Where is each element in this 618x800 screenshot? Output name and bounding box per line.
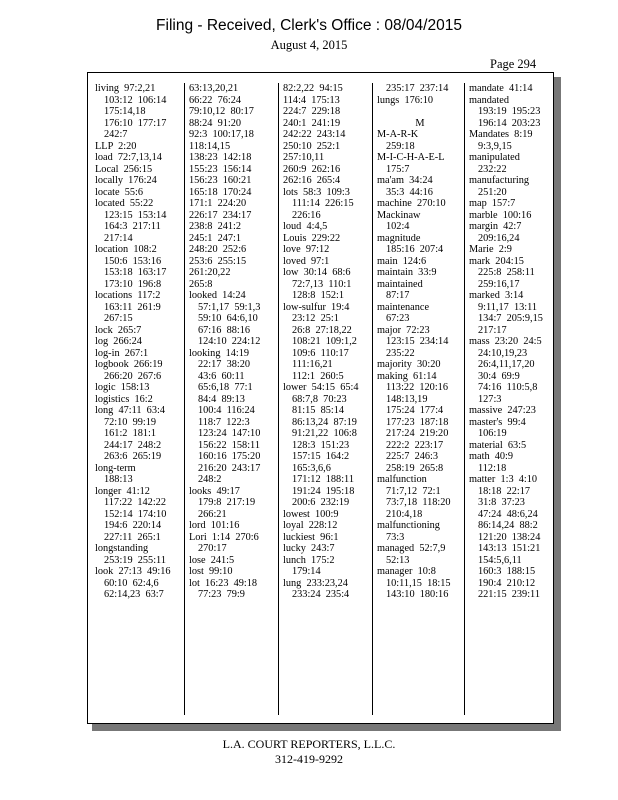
index-entry: managed 52:7,9	[377, 543, 446, 554]
index-page-refs: 266:21	[198, 508, 227, 520]
index-page-refs: 267:15	[104, 313, 133, 324]
index-entry: 79:10,12 80:17	[189, 106, 254, 117]
index-entry: logistics 16:2	[95, 393, 153, 405]
index-page-refs: 216:20 243:17	[198, 462, 261, 474]
index-entry: lucky 243:7	[283, 543, 335, 554]
index-entry: Mandates 8:19	[469, 129, 533, 140]
index-entry: low 30:14 68:6	[283, 267, 351, 278]
index-entry: look 27:13 49:16	[95, 566, 171, 577]
index-page-refs: 23:12 25:1	[292, 313, 339, 324]
index-entry: math 40:9	[469, 451, 514, 462]
index-page-refs: 266:20 267:6	[104, 370, 162, 382]
index-page-refs: 233:24 235:4	[292, 589, 350, 600]
index-page-refs: 127:3	[478, 393, 502, 405]
index-page-refs: 67:23	[386, 313, 410, 324]
index-entry: Marie 2:9	[469, 244, 512, 255]
index-entry: lose 241:5	[189, 554, 235, 566]
index-column-4	[377, 83, 463, 715]
index-entry: lord 101:16	[189, 520, 240, 531]
index-page-refs: 235:22	[386, 347, 415, 359]
index-entry: lost 99:10	[189, 566, 233, 577]
index-page-refs: 73:3	[386, 531, 405, 543]
index-page-refs: 62:14,23 63:7	[104, 589, 164, 600]
index-page-refs: 171:12 188:11	[292, 474, 354, 485]
index-entry: mandate 41:14	[469, 83, 533, 94]
index-page-refs: 173:10 196:8	[104, 278, 162, 290]
index-entry: 171:1 224:20	[189, 198, 247, 209]
index-entry: 82:2,22 94:15	[283, 83, 343, 94]
index-entry: manager 10:8	[377, 566, 436, 577]
index-entry: long 47:11 63:4	[95, 405, 165, 416]
index-page-refs: 177:23 187:18	[386, 416, 449, 428]
reporter-name: L.A. COURT REPORTERS, L.L.C.	[222, 737, 396, 751]
index-page-refs: 100:4 116:24	[198, 405, 255, 416]
index-entry: matter 1:3 4:10	[469, 474, 538, 485]
index-page-refs: 121:20 138:24	[478, 531, 541, 543]
index-page-refs: 175:14,18	[104, 106, 146, 117]
index-entry: malfunctioning	[377, 520, 440, 531]
index-page-refs: 67:16 88:16	[198, 324, 251, 336]
index-entry: locations 117:2	[95, 290, 161, 301]
index-entry: logbook 266:19	[95, 359, 163, 370]
index-page-refs: 111:14 226:15	[292, 198, 354, 209]
index-entry: 63:13,20,21	[189, 83, 239, 94]
index-entry: lung 233:23,24	[283, 577, 348, 589]
reporter-phone: 312-419-9292	[275, 752, 343, 766]
index-entry: lower 54:15 65:4	[283, 382, 359, 393]
index-entry: making 61:14	[377, 370, 437, 382]
index-entry: Louis 229:22	[283, 232, 341, 244]
index-entry: marble 100:16	[469, 209, 532, 221]
index-page-refs: 222:2 223:17	[386, 439, 444, 451]
index-page-refs: 118:7 122:3	[198, 416, 250, 428]
index-entry: luckiest 96:1	[283, 531, 339, 543]
index-entry: 66:22 76:24	[189, 94, 242, 106]
index-page-refs: 9:11,17 13:11	[478, 301, 538, 313]
index-page-refs: 123:15 153:14	[104, 209, 167, 221]
index-page-refs: 65:6,18 77:1	[198, 382, 253, 393]
index-page-refs: 160:3 188:15	[478, 566, 536, 577]
index-page-refs: 26:4,11,17,20	[478, 359, 535, 370]
index-entry: locate 55:6	[95, 186, 144, 198]
index-entry: 262:16 265:4	[283, 175, 341, 186]
index-entry: majority 30:20	[377, 359, 441, 370]
index-page-refs: 72:7,13 110:1	[292, 278, 352, 290]
index-page-refs: 31:8 37:23	[478, 497, 525, 508]
index-page-refs: 251:20	[478, 186, 507, 198]
index-entry: living 97:2,21	[95, 83, 156, 94]
index-page-refs: 109:6 110:17	[292, 347, 349, 359]
word-index-frame	[87, 72, 554, 724]
index-entry: 118:14,15	[189, 140, 231, 152]
index-page-refs: 57:1,17 59:1,3	[198, 301, 261, 313]
index-entry	[377, 106, 463, 118]
column-divider	[464, 83, 465, 715]
index-entry: Mackinaw	[377, 209, 421, 221]
index-entry: main 124:6	[377, 255, 427, 267]
index-page-refs: 87:17	[386, 290, 410, 301]
index-page-refs: 217:17	[478, 324, 507, 336]
index-page-refs: 263:6 265:19	[104, 451, 162, 462]
index-entry: looking 14:19	[189, 347, 250, 359]
index-entry: 155:23 156:14	[189, 163, 252, 175]
index-page-refs: 106:19	[478, 428, 507, 439]
index-page-refs: 112:18	[478, 462, 507, 474]
index-page-refs: 117:22 142:22	[104, 497, 166, 508]
index-page-refs: 124:10 224:12	[198, 336, 261, 347]
index-page-refs: 150:6 153:16	[104, 255, 162, 267]
index-entry: lunch 175:2	[283, 554, 335, 566]
index-entry: 257:10,11	[283, 152, 325, 163]
index-entry: mass 23:20 24:5	[469, 336, 542, 347]
index-entry: 250:10 252:1	[283, 140, 341, 152]
index-page-refs: 163:11 261:9	[104, 301, 161, 313]
index-page-refs: 86:13,24 87:19	[292, 416, 357, 428]
index-entry: margin 42:7	[469, 221, 522, 232]
index-page-refs: 217:14	[104, 232, 133, 244]
index-page-refs: 253:19 255:11	[104, 554, 166, 566]
index-entry: lungs 176:10	[377, 94, 434, 106]
index-page-refs: 242:7	[104, 129, 128, 140]
index-page-refs: 191:24 195:18	[292, 485, 355, 497]
index-column-3	[283, 83, 371, 715]
index-entry: 261:20,22	[189, 267, 231, 278]
filing-stamp: Filing - Received, Clerk's Office : 08/04/2015	[156, 17, 462, 34]
index-entry: lot 16:23 49:18	[189, 577, 258, 589]
index-entry: 224:7 229:18	[283, 106, 341, 117]
index-entry: 245:1 247:1	[189, 232, 242, 244]
index-column-5	[469, 83, 551, 715]
index-entry: love 97:12	[283, 244, 330, 255]
page-number: Page 294	[490, 57, 537, 71]
index-entry: map 157:7	[469, 198, 516, 209]
index-entry: 226:17 234:17	[189, 209, 252, 221]
index-entry: major 72:23	[377, 324, 430, 336]
index-entry: material 63:5	[469, 439, 527, 451]
index-page-refs: 225:8 258:11	[478, 267, 535, 278]
index-page-refs: 59:10 64:6,10	[198, 313, 258, 324]
column-divider	[372, 83, 373, 715]
index-entry: massive 247:23	[469, 405, 536, 416]
index-entry: 248:20 252:6	[189, 244, 247, 255]
index-entry: magnitude	[377, 232, 421, 244]
index-entry: M-A-R-K	[377, 129, 419, 140]
index-page-refs: 134:7 205:9,15	[478, 313, 543, 324]
index-entry: Local 256:15	[95, 163, 153, 175]
index-page-refs: 258:19 265:8	[386, 462, 444, 474]
index-page-refs: 22:17 38:20	[198, 359, 251, 370]
index-page-refs: 185:16 207:4	[386, 244, 444, 255]
index-page-refs: 111:16,21	[292, 359, 333, 370]
index-entry: location 108:2	[95, 244, 157, 255]
index-page-refs: 91:21,22 106:8	[292, 428, 357, 439]
index-page-refs: 152:14 174:10	[104, 508, 167, 520]
index-entry: 138:23 142:18	[189, 152, 252, 163]
index-page-refs: 74:16 110:5,8	[478, 382, 538, 393]
index-entry: log-in 267:1	[95, 347, 149, 359]
index-entry: longstanding	[95, 543, 149, 554]
column-divider	[278, 83, 279, 715]
index-entry: 240:1 241:19	[283, 117, 341, 129]
index-page-refs: 175:24 177:4	[386, 405, 444, 416]
index-entry: low-sulfur 19:4	[283, 301, 350, 313]
index-entry: maintain 33:9	[377, 267, 437, 278]
index-entry: manufacturing	[469, 175, 530, 186]
index-page-refs: 143:13 151:21	[478, 543, 541, 554]
index-page-refs: 10:11,15 18:15	[386, 577, 451, 589]
index-page-refs: 160:16 175:20	[198, 451, 261, 462]
index-page-refs: 217:24 219:20	[386, 428, 449, 439]
index-page-refs: 112:1 260:5	[292, 370, 344, 382]
index-page-refs: 18:18 22:17	[478, 485, 531, 497]
index-page-refs: 113:22 120:16	[386, 382, 448, 393]
index-page-refs: 165:3,6,6	[292, 462, 331, 474]
index-page-refs: 102:4	[386, 221, 410, 232]
index-entry: 92:3 100:17,18	[189, 129, 254, 140]
index-entry: maintenance	[377, 301, 430, 313]
index-page-refs: 259:16,17	[478, 278, 520, 290]
index-page-refs: 86:14,24 88:2	[478, 520, 538, 531]
index-page-refs: 71:7,12 72:1	[386, 485, 441, 497]
index-page-refs: 248:2	[198, 474, 222, 485]
index-entry: 88:24 91:20	[189, 117, 242, 129]
index-page-refs: 81:15 85:14	[292, 405, 345, 416]
index-page-refs: 209:16,24	[478, 232, 520, 244]
index-page-refs: 179:8 217:19	[198, 497, 256, 508]
index-entry: load 72:7,13,14	[95, 152, 162, 163]
index-page-refs: 148:13,19	[386, 393, 428, 405]
index-page-refs: 176:10 177:17	[104, 117, 167, 129]
index-page-refs: 226:16	[292, 209, 321, 221]
index-page-refs: 73:7,18 118:20	[386, 497, 451, 508]
index-page-refs: 77:23 79:9	[198, 589, 245, 600]
index-entry: log 266:24	[95, 336, 142, 347]
index-page-refs: 84:4 89:13	[198, 393, 245, 405]
index-entry: longer 41:12	[95, 485, 150, 497]
index-page-refs: 43:6 60:11	[198, 370, 245, 382]
index-page-refs: 235:17 237:14	[386, 83, 449, 94]
index-page-refs: 196:14 203:23	[478, 117, 541, 129]
index-entry: loyal 228:12	[283, 520, 338, 531]
index-entry: located 55:22	[95, 198, 154, 209]
index-page-refs: 188:13	[104, 474, 133, 485]
index-page-refs: 175:7	[386, 163, 410, 175]
index-page-refs: 157:15 164:2	[292, 451, 350, 462]
index-page-refs: 244:17 248:2	[104, 439, 162, 451]
index-page-refs: 232:22	[478, 163, 507, 175]
index-page-refs: 193:19 195:23	[478, 106, 541, 117]
index-page-refs: 47:24 48:6,24	[478, 508, 538, 520]
index-page-refs: 123:24 147:10	[198, 428, 261, 439]
index-entry: 260:9 262:16	[283, 163, 341, 175]
index-entry: lock 265:7	[95, 324, 142, 336]
index-entry: machine 270:10	[377, 198, 446, 209]
index-entry: Lori 1:14 270:6	[189, 531, 259, 543]
section-letter: M	[415, 117, 425, 129]
index-page-refs: 161:2 181:1	[104, 428, 157, 439]
index-page-refs: 26:8 27:18,22	[292, 324, 352, 336]
index-page-refs: 153:18 163:17	[104, 267, 167, 278]
index-entry: 265:8	[189, 278, 213, 290]
index-page-refs: 35:3 44:16	[386, 186, 433, 198]
column-divider	[184, 83, 185, 715]
index-page-refs: 154:5,6,11	[478, 554, 522, 566]
index-page-refs: 190:4 210:12	[478, 577, 536, 589]
index-page-refs: 259:18	[386, 140, 415, 152]
index-entry: 253:6 255:15	[189, 255, 247, 267]
index-page-refs: 179:14	[292, 566, 321, 577]
index-page-refs: 30:4 69:9	[478, 370, 520, 382]
index-entry: loud 4:4,5	[283, 221, 328, 232]
index-entry: 156:23 160:21	[189, 175, 252, 186]
index-page-refs: 9:3,9,15	[478, 140, 512, 152]
index-page-refs: 225:7 246:3	[386, 451, 439, 462]
index-page-refs: 108:21 109:1,2	[292, 336, 357, 347]
index-page-refs: 128:3 151:23	[292, 439, 350, 451]
index-page-refs: 72:10 99:19	[104, 416, 157, 428]
index-page-refs: 164:3 217:11	[104, 221, 161, 232]
index-page-refs: 128:8 152:1	[292, 290, 345, 301]
index-entry: 114:4 175:13	[283, 94, 340, 106]
index-entry: lowest 100:9	[283, 508, 339, 520]
index-entry: logic 158:13	[95, 382, 150, 393]
index-page-refs: 103:12 106:14	[104, 94, 167, 106]
index-page-refs: 68:7,8 70:23	[292, 393, 347, 405]
index-page-refs: 210:4,18	[386, 508, 423, 520]
index-entry: ma'am 34:24	[377, 175, 433, 186]
index-page-refs: 123:15 234:14	[386, 336, 449, 347]
index-page-refs: 221:15 239:11	[478, 589, 540, 600]
index-page-refs: 24:10,19,23	[478, 347, 528, 359]
index-column-2	[189, 83, 277, 715]
index-entry: looks 49:17	[189, 485, 240, 497]
index-page-refs: 270:17	[198, 543, 227, 554]
index-entry: mandated	[469, 94, 510, 106]
index-entry: malfunction	[377, 474, 427, 485]
index-column-1	[95, 83, 181, 715]
index-page-refs: 60:10 62:4,6	[104, 577, 159, 589]
transcript-date: August 4, 2015	[270, 38, 348, 52]
index-entry: maintained	[377, 278, 423, 290]
index-page-refs: 227:11 265:1	[104, 531, 161, 543]
index-entry: marked 3:14	[469, 290, 524, 301]
index-entry: loved 97:1	[283, 255, 330, 267]
index-page-refs: 52:13	[386, 554, 410, 566]
index-entry: master's 99:4	[469, 416, 526, 428]
index-entry: 238:8 241:2	[189, 221, 242, 232]
index-entry: looked 14:24	[189, 290, 246, 301]
index-page-refs: 194:6 220:14	[104, 520, 162, 531]
index-entry: long-term	[95, 462, 136, 474]
index-page-refs: 200:6 232:19	[292, 497, 350, 508]
index-entry: 165:18 170:24	[189, 186, 252, 198]
index-entry: mark 204:15	[469, 255, 524, 267]
index-entry: manipulated	[469, 152, 520, 163]
index-page-refs: 156:22 158:11	[198, 439, 260, 451]
index-entry: M-I-C-H-A-E-L	[377, 152, 445, 163]
index-entry: locally 176:24	[95, 175, 157, 186]
index-page-refs: 143:10 180:16	[386, 589, 449, 600]
index-entry: LLP 2:20	[95, 140, 137, 152]
index-entry: 242:22 243:14	[283, 129, 346, 140]
index-entry: lots 58:3 109:3	[283, 186, 350, 198]
